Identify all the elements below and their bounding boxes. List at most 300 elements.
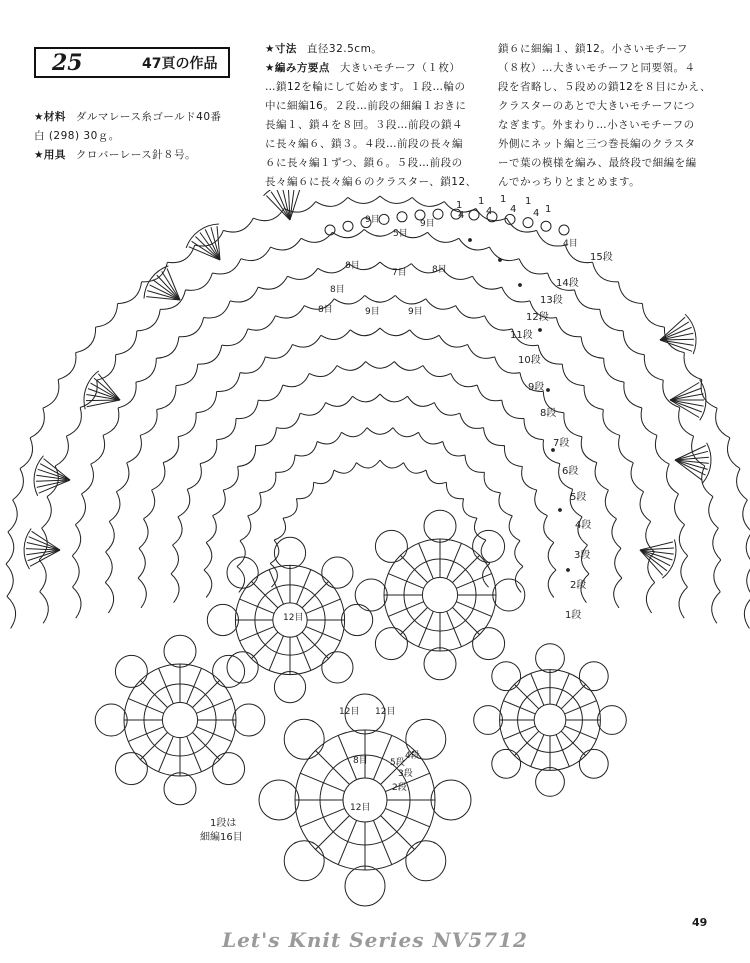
picot: [559, 225, 569, 235]
net-arc: [72, 525, 80, 556]
net-arc: [237, 541, 245, 567]
net-arc: [408, 396, 435, 406]
large-motif-petal: [345, 866, 385, 906]
net-arc: [39, 560, 46, 592]
top-count-5: 4: [510, 204, 517, 215]
net-arc: [138, 578, 146, 608]
net-arc: [623, 331, 644, 355]
net-arc: [30, 408, 44, 438]
net-arc: [581, 337, 604, 359]
top-count-0: 1: [456, 200, 463, 211]
size-label: ★寸法: [265, 43, 297, 55]
method-right-0: 鎖６に細編１、鎖12。小さいモチーフ: [498, 43, 688, 55]
pattern-header: [34, 47, 230, 78]
net-arc: [712, 592, 721, 624]
net-arc: [223, 467, 238, 491]
instructions-column-2: [498, 40, 716, 192]
page-number: 49: [692, 916, 708, 929]
small-motif-3-spoke: [196, 727, 231, 742]
net-arc: [6, 564, 13, 596]
net-arc: [241, 247, 271, 260]
net-arc: [260, 472, 276, 493]
net-arc: [196, 391, 217, 412]
net-arc: [519, 259, 548, 274]
net-arc: [404, 463, 427, 474]
net-arc: [236, 400, 258, 418]
net-arc: [292, 335, 321, 347]
net-arc: [13, 469, 24, 500]
net-arc: [434, 403, 460, 416]
top-count-4: 1: [500, 194, 507, 205]
net-arc: [655, 435, 669, 464]
net-arc: [6, 532, 14, 564]
net-arc: [334, 463, 357, 474]
small-motif-4-spoke: [503, 726, 535, 739]
small-motif-2-spoke: [419, 543, 434, 578]
net-arc: [515, 567, 523, 593]
net-arc: [743, 500, 750, 532]
net-arc: [524, 419, 544, 440]
large-motif-spoke: [316, 816, 350, 850]
small-motif-3-spoke: [192, 680, 219, 707]
net-arc: [321, 330, 350, 340]
net-arc: [76, 327, 96, 353]
picot: [469, 210, 479, 220]
method-line-3: 長編１、鎖４を８回。３段…前段の鎖４: [265, 119, 463, 131]
chain-dot: [547, 389, 550, 392]
net-arc: [684, 353, 702, 380]
small-motif-2-center: [422, 577, 457, 612]
row-label-6: 6段: [562, 466, 579, 477]
row-label-11: 11段: [510, 330, 533, 341]
net-arc: [679, 408, 694, 437]
net-arc: [314, 470, 334, 483]
row-label-5: 5段: [570, 492, 587, 503]
tools-line: [34, 146, 244, 165]
picot: [541, 221, 551, 231]
net-arc: [275, 306, 304, 318]
leaf-stitch: [290, 190, 294, 220]
net-arc: [212, 259, 241, 274]
net-arc: [118, 282, 142, 304]
net-arc: [274, 518, 285, 540]
small-motif-3-spoke: [192, 732, 219, 759]
net-arc: [206, 516, 216, 543]
stitch-label-12d: 12目: [375, 707, 396, 717]
small-motif-4-center: [534, 704, 566, 736]
leaf-stitch: [670, 388, 702, 400]
tools-label: ★用具: [34, 149, 66, 161]
small-motif-3-spoke: [159, 736, 174, 771]
net-arc: [701, 380, 717, 409]
net-arc: [477, 385, 502, 401]
top-count-8: 1: [545, 204, 552, 215]
stitch-label-12b: 12目: [350, 803, 371, 813]
net-arc: [666, 464, 678, 494]
method-right-5: 外側にネット編と三つ巻長編のクラスタ: [498, 138, 696, 150]
net-arc: [258, 385, 283, 401]
net-arc: [176, 364, 198, 386]
small-motif-4-spoke: [561, 731, 585, 755]
small-motif-2-spoke: [447, 611, 462, 646]
method-line-0: [265, 59, 485, 78]
large-motif-petal: [259, 780, 299, 820]
net-arc: [646, 583, 654, 614]
net-arc: [504, 446, 522, 467]
net-arc: [337, 362, 366, 371]
net-arc: [499, 493, 512, 516]
net-arc: [105, 583, 113, 614]
stitch-label-row5: 5段: [390, 758, 405, 768]
net-arc: [137, 309, 160, 331]
method-right-4: なぎます。外まわり…小さいモチーフの: [498, 119, 695, 131]
net-arc: [317, 432, 341, 444]
method-right-7: んでかっちりとまとめます。: [498, 176, 641, 188]
tools-text: クロバーレース針８号。: [75, 149, 197, 161]
materials-tools: [34, 108, 244, 165]
net-arc: [556, 318, 581, 337]
net-arc: [439, 335, 468, 347]
net-arc: [380, 328, 410, 336]
leaf-stitch: [29, 537, 60, 550]
net-arc: [223, 218, 253, 232]
small-motif-3-petal: [115, 655, 147, 687]
row-label-9: 9段: [528, 382, 545, 393]
net-arc: [644, 355, 663, 381]
picot: [523, 218, 533, 228]
crochet-diagram: [0, 190, 750, 920]
net-arc: [75, 494, 85, 525]
small-motif-1-spoke: [269, 636, 283, 671]
net-arc: [217, 419, 237, 440]
picot: [325, 225, 335, 235]
large-motif-spoke: [316, 751, 350, 785]
net-arc: [309, 366, 337, 377]
net-arc: [248, 316, 276, 330]
leaf-stitch: [660, 340, 694, 345]
net-arc: [679, 525, 687, 556]
large-motif-petal: [284, 841, 324, 881]
net-arc: [139, 519, 148, 549]
large-motif-petal: [431, 780, 471, 820]
stitch-label-8c: 8目: [432, 265, 447, 275]
net-arc: [178, 489, 190, 516]
chain-dot: [539, 329, 542, 332]
net-arc: [106, 522, 115, 552]
small-motif-1-petal: [342, 604, 373, 635]
net-arc: [144, 490, 155, 519]
row-label-7: 7段: [553, 438, 570, 449]
net-arc: [459, 238, 490, 250]
leaf-stitch: [39, 480, 70, 493]
net-arc: [204, 543, 212, 571]
leaf-stitch: [675, 460, 702, 480]
net-arc: [663, 380, 680, 407]
small-motif-4-petal: [492, 662, 521, 691]
net-arc: [217, 373, 240, 392]
net-arc: [484, 428, 505, 446]
large-motif-spoke: [338, 820, 356, 864]
stitch-label-row4: 4段: [405, 751, 420, 761]
materials-line: [34, 108, 244, 127]
row-label-10: 10段: [518, 355, 541, 366]
small-motif-3-petal: [233, 704, 265, 736]
leaf-stitch: [670, 400, 702, 412]
net-arc: [538, 345, 562, 364]
large-motif-spoke: [300, 773, 344, 791]
net-arc: [187, 464, 201, 490]
small-motif-2-spoke: [456, 574, 491, 589]
net-arc: [171, 545, 178, 574]
small-motif-3-petal: [164, 635, 196, 667]
net-arc: [353, 394, 381, 402]
stitch-label-8b: 8目: [330, 285, 345, 295]
net-arc: [342, 428, 368, 437]
net-arc: [380, 460, 404, 468]
small-motif-2-petal: [473, 628, 505, 660]
chain-dot: [559, 509, 562, 512]
net-arc: [58, 353, 76, 380]
net-arc: [380, 394, 408, 402]
small-motif-4-spoke: [565, 726, 597, 739]
chain-dot: [552, 449, 555, 452]
net-arc: [423, 366, 451, 377]
small-motif-4-spoke: [565, 701, 597, 714]
method-right-3: クラスターのあとで大きいモチーフにつ: [498, 100, 695, 112]
net-arc: [178, 413, 196, 437]
leaf-stitch: [660, 339, 694, 340]
method-line-4: に長々編６、鎖３。４段…前段の長々編: [265, 138, 463, 150]
net-arc: [66, 408, 81, 437]
picot: [379, 214, 389, 224]
small-motif-3-spoke: [140, 680, 167, 707]
small-motif-2-petal: [355, 579, 387, 611]
net-arc: [326, 396, 353, 406]
small-motif-2-spoke: [400, 555, 427, 582]
materials-text2: 白 (298) 30ｇ。: [34, 130, 120, 142]
net-arc: [394, 362, 423, 371]
net-arc: [72, 556, 79, 587]
small-motif-4-spoke: [514, 684, 538, 708]
net-arc: [443, 442, 465, 456]
small-motif-4-spoke: [531, 673, 544, 705]
row-label-3: 3段: [574, 550, 591, 561]
net-arc: [716, 408, 730, 438]
net-arc: [256, 428, 277, 446]
large-motif-center: [343, 778, 387, 822]
net-arc: [173, 517, 183, 545]
net-arc: [393, 428, 419, 437]
net-arc: [600, 309, 623, 331]
net-arc: [428, 232, 459, 242]
row-label-12: 12段: [526, 312, 549, 323]
large-motif-petal: [284, 719, 324, 759]
net-arc: [595, 463, 608, 491]
net-arc: [367, 428, 393, 435]
net-arc: [509, 516, 520, 541]
large-motif-spoke: [385, 808, 429, 826]
row-label-8: 8段: [540, 408, 557, 419]
net-arc: [544, 516, 554, 543]
small-motif-1-spoke: [306, 599, 341, 613]
small-motif-1-spoke: [306, 627, 341, 641]
net-arc: [103, 408, 119, 435]
net-arc: [737, 469, 748, 500]
net-arc: [581, 437, 597, 463]
net-arc: [179, 318, 204, 337]
small-motif-1-spoke: [251, 581, 278, 608]
small-motif-3-center: [162, 702, 197, 737]
net-arc: [240, 516, 251, 541]
net-arc: [419, 432, 443, 444]
leaf-stitch: [660, 317, 685, 340]
top-count-6: 1: [525, 196, 532, 207]
center-note-1: 1段は: [210, 818, 237, 829]
net-arc: [198, 345, 222, 364]
net-arc: [276, 455, 295, 472]
stitch-label-8e: 8目: [353, 756, 368, 766]
net-arc: [485, 316, 513, 330]
net-arc: [96, 304, 118, 328]
small-motif-4-spoke: [556, 673, 569, 705]
net-arc: [744, 596, 750, 628]
net-arc: [40, 592, 49, 624]
top-count-7: 4: [533, 208, 540, 219]
small-motif-3-petal: [95, 704, 127, 736]
stitch-label-9a: 9目: [365, 215, 380, 225]
net-arc: [7, 596, 16, 628]
net-arc: [426, 470, 446, 483]
picot: [433, 209, 443, 219]
row-label-2: 2段: [570, 580, 587, 591]
net-arc: [42, 497, 52, 528]
net-arc: [446, 482, 463, 498]
small-motif-2-spoke: [400, 607, 427, 634]
stitch-label-9c: 9目: [365, 307, 380, 317]
small-motif-1-spoke: [240, 627, 275, 641]
net-arc: [91, 435, 105, 464]
net-arc: [410, 330, 439, 340]
net-arc: [157, 386, 176, 410]
net-arc: [465, 455, 484, 472]
small-motif-2-petal: [473, 530, 505, 562]
small-motif-2-petal: [493, 579, 525, 611]
net-arc: [82, 464, 94, 494]
small-motif-4-petal: [474, 706, 503, 735]
net-arc: [442, 268, 472, 279]
small-motif-1-spoke: [302, 632, 329, 659]
net-arc: [631, 463, 644, 492]
net-arc: [105, 552, 112, 583]
small-motif-2-spoke: [452, 555, 479, 582]
net-arc: [535, 490, 548, 515]
small-motif-2-petal: [375, 628, 407, 660]
net-arc: [412, 197, 444, 206]
net-arc: [593, 262, 619, 282]
small-motif-2-spoke: [447, 543, 462, 578]
large-motif-spoke: [381, 816, 415, 850]
net-arc: [468, 344, 495, 358]
small-motif-3-petal: [213, 753, 245, 785]
chain-dot: [567, 569, 570, 572]
small-motif-4-spoke: [503, 701, 535, 714]
size-text: 直径32.5cm。: [306, 43, 383, 55]
method-line-2: 中に細編16。２段…前段の細編１おきに: [265, 100, 467, 112]
instructions-column-1: [265, 40, 485, 192]
small-motif-3-spoke: [159, 668, 174, 703]
small-motif-3-spoke: [187, 668, 202, 703]
method-right-6: ーで葉の模様を編み、最終段で細編を編: [498, 157, 697, 169]
net-arc: [641, 408, 657, 435]
net-arc: [605, 490, 616, 519]
net-arc: [548, 570, 556, 598]
net-arc: [238, 446, 256, 467]
small-motif-1-spoke: [240, 599, 275, 613]
net-arc: [43, 380, 59, 409]
net-arc: [675, 494, 685, 525]
net-arc: [295, 442, 317, 456]
net-arc: [490, 247, 520, 260]
method-line-1: …鎖12を輪にして始めます。１段…輪の: [265, 81, 466, 93]
method-right-1: （８枚）…大きいモチーフと同要領。４: [498, 62, 696, 74]
small-motif-4-petal: [492, 749, 521, 778]
net-arc: [395, 295, 426, 304]
top-count-1: 4: [458, 210, 465, 221]
net-arc: [548, 543, 556, 571]
net-arc: [356, 460, 380, 468]
center-note-2: 細編16目: [200, 832, 243, 843]
small-motif-2-spoke: [388, 602, 423, 617]
small-motif-1-petal: [322, 557, 353, 588]
net-arc: [522, 467, 537, 491]
small-motif-3-spoke: [140, 732, 167, 759]
net-arc: [463, 499, 477, 518]
method-line-5: ６に長々編１ずつ、鎖６。５段…前段の: [265, 157, 463, 169]
stitch-label-4: 4目: [563, 239, 578, 249]
net-arc: [8, 500, 17, 532]
net-arc: [127, 435, 142, 463]
net-arc: [332, 229, 364, 237]
small-motif-1-spoke: [251, 632, 278, 659]
net-arc: [109, 492, 120, 522]
small-motif-4-petal: [536, 644, 565, 673]
net-arc: [116, 463, 129, 492]
net-arc: [502, 287, 530, 302]
net-arc: [640, 492, 651, 522]
net-arc: [624, 382, 642, 408]
small-motif-3-petal: [164, 773, 196, 805]
leaf-stitch: [86, 400, 120, 401]
small-motif-2-spoke: [388, 574, 423, 589]
net-arc: [614, 578, 622, 608]
small-motif-3-spoke: [128, 727, 163, 742]
net-arc: [603, 410, 620, 436]
net-arc: [240, 357, 265, 373]
small-motif-4-petal: [598, 706, 627, 735]
stitch-label-12a: 12目: [283, 613, 304, 623]
small-motif-4-petal: [579, 749, 608, 778]
net-arc: [426, 299, 456, 309]
small-motif-1-spoke: [297, 636, 311, 671]
net-arc: [365, 295, 396, 302]
net-arc: [350, 328, 380, 336]
net-arc: [186, 273, 213, 290]
net-arc: [258, 276, 287, 289]
net-arc: [204, 570, 212, 598]
small-motif-4-spoke: [561, 684, 585, 708]
net-arc: [615, 548, 622, 578]
net-arc: [55, 436, 68, 466]
